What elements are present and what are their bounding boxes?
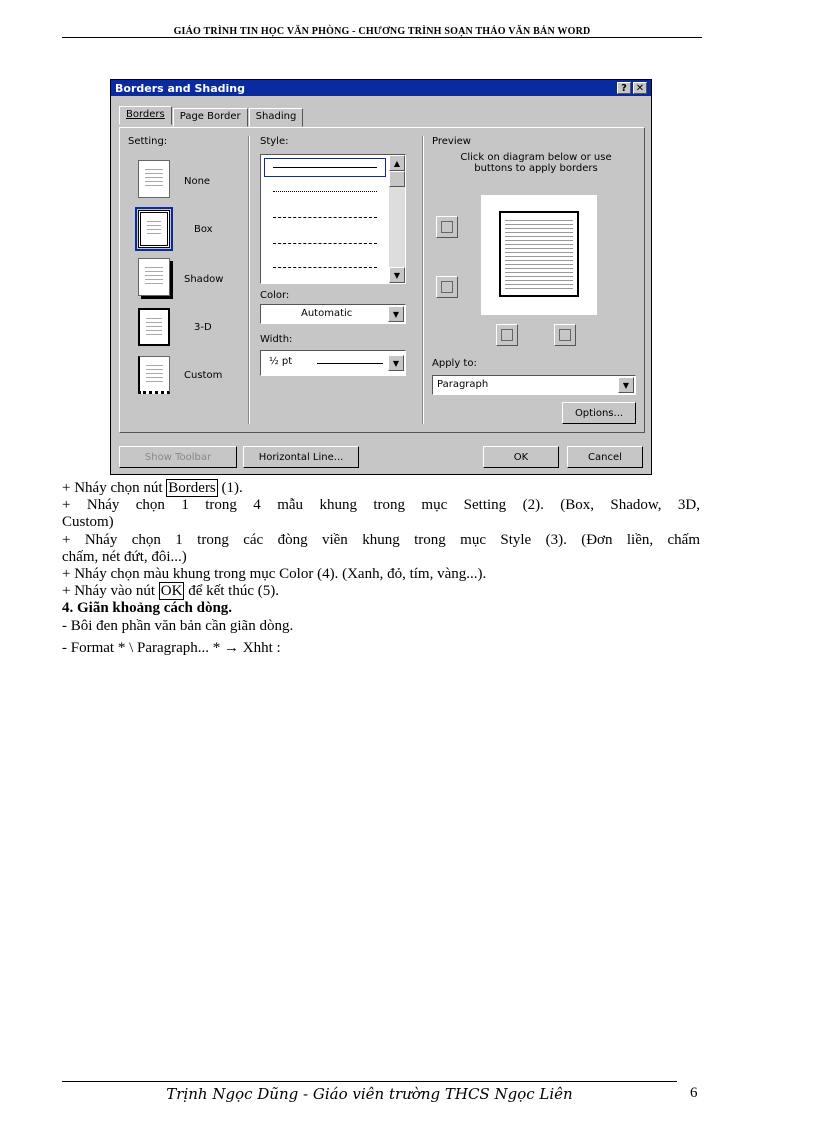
chevron-down-icon[interactable]: ▼ (388, 306, 404, 322)
color-label: Color: (260, 290, 290, 301)
instruction-line-3: + Nháy chọn 1 trong các đòng viền khung trong mục Style (3). (Đơn liền, chấm (62, 532, 700, 548)
instruction-line-1: + Nháy chọn nút Borders (1). (62, 480, 243, 496)
preview-diagram[interactable] (481, 195, 597, 315)
color-select[interactable]: Automatic ▼ (260, 304, 406, 324)
instruction-line-2: + Nháy chọn 1 trong 4 mẫu khung trong mục Setting (2). (Box, Shadow, 3D, (62, 497, 700, 513)
setting-shadow-label: Shadow (184, 274, 224, 285)
tab-shading[interactable]: Shading (249, 108, 304, 127)
setting-3d-label: 3-D (194, 322, 212, 333)
tab-page-border[interactable]: Page Border (173, 108, 248, 127)
section-heading: 4. Giãn khoảng cách dòng. (62, 600, 233, 616)
divider-right (422, 136, 424, 424)
style-dashed-small[interactable] (273, 217, 377, 218)
instruction-line-6: - Bôi đen phần văn bản cần giãn dòng. (62, 618, 294, 634)
borders-label-box: Borders (168, 480, 216, 496)
close-button[interactable]: ✕ (633, 82, 647, 94)
setting-none-label: None (184, 176, 211, 187)
chevron-down-icon[interactable]: ▼ (618, 377, 634, 393)
footer-rule (62, 1081, 677, 1082)
instruction-line-7: - Format * \ Paragraph... * → Xhht : (62, 640, 281, 656)
setting-shadow-icon[interactable] (138, 258, 170, 296)
style-solid[interactable] (273, 167, 377, 168)
page-number: 6 (690, 1085, 698, 1101)
setting-3d-icon[interactable] (138, 308, 170, 346)
style-list[interactable] (260, 154, 406, 284)
help-button[interactable]: ? (617, 82, 631, 94)
setting-label: Setting: (128, 136, 168, 147)
setting-none-icon[interactable] (138, 160, 170, 198)
divider-left (248, 136, 250, 424)
tab-bar (119, 108, 304, 127)
width-label: Width: (260, 334, 293, 345)
show-toolbar-button[interactable]: Show Toolbar (119, 446, 237, 468)
instruction-line-4: + Nháy chọn màu khung trong mục Color (4). (Xanh, đỏ, tím, vàng...). (62, 566, 487, 582)
footer-author: Trịnh Ngọc Dũng - Giáo viên trường THCS Ngọc Liên (166, 1085, 573, 1103)
instruction-line-3b: chấm, nét đứt, đôi...) (62, 549, 187, 565)
cancel-button[interactable]: Cancel (567, 446, 643, 468)
horizontal-line-button[interactable]: Horizontal Line... (243, 446, 359, 468)
scroll-thumb[interactable] (389, 171, 405, 187)
setting-box-label: Box (194, 224, 213, 235)
apply-to-label: Apply to: (432, 358, 477, 369)
apply-to-select[interactable]: Paragraph ▼ (432, 375, 636, 395)
style-scrollbar[interactable] (389, 155, 405, 283)
setting-custom-label: Custom (184, 370, 223, 381)
page-header: GIÁO TRÌNH TIN HỌC VĂN PHÒNG - CHƯƠNG TRÌNH SOẠN THẢO VĂN BẢN WORD (173, 26, 591, 37)
preview-page[interactable] (499, 211, 579, 297)
style-dotted[interactable] (273, 191, 377, 192)
dialog-titlebar (111, 80, 651, 96)
tab-borders[interactable]: Borders (119, 106, 172, 125)
width-sample-line (317, 363, 383, 364)
instruction-line-2b: Custom) (62, 514, 114, 530)
style-dash-dot[interactable] (273, 267, 377, 268)
header-rule (62, 37, 702, 38)
style-dashed[interactable] (273, 243, 377, 244)
scroll-down-icon[interactable]: ▼ (389, 267, 405, 283)
instruction-line-5: + Nháy vào nút OK để kết thúc (5). (62, 583, 280, 599)
setting-box-icon[interactable] (138, 210, 170, 248)
setting-custom-icon[interactable] (138, 356, 170, 394)
options-button[interactable]: Options... (562, 402, 636, 424)
preview-hint: Click on diagram below or use buttons to apply borders (460, 152, 612, 174)
border-top-button[interactable] (436, 216, 458, 238)
ok-button[interactable]: OK (483, 446, 559, 468)
scroll-up-icon[interactable]: ▲ (389, 155, 405, 171)
border-left-button[interactable] (496, 324, 518, 346)
chevron-down-icon[interactable]: ▼ (388, 355, 404, 371)
ok-label-box: OK (160, 583, 183, 599)
preview-label: Preview (432, 136, 471, 147)
width-select[interactable]: ½ pt ▼ (260, 350, 406, 376)
borders-shading-dialog (110, 79, 652, 475)
border-bottom-button[interactable] (436, 276, 458, 298)
dialog-title: Borders and Shading (115, 81, 245, 95)
style-label: Style: (260, 136, 289, 147)
border-right-button[interactable] (554, 324, 576, 346)
